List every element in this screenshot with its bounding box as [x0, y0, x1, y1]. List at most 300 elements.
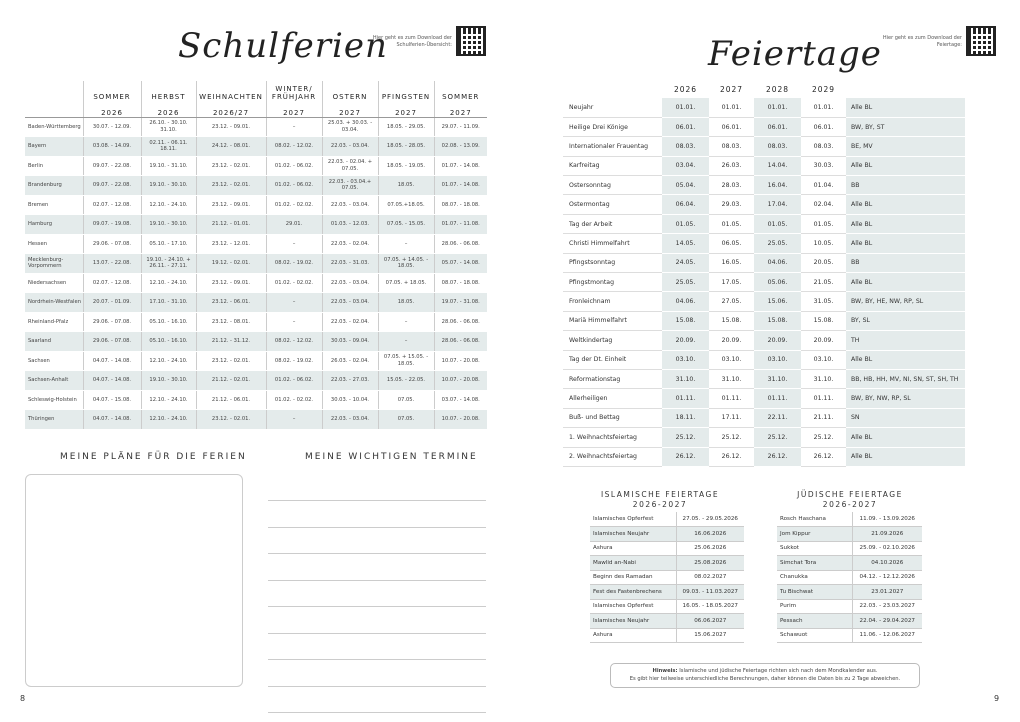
feiertage-qr-code-icon[interactable]	[966, 26, 996, 56]
jewish-holiday-date: 04.10.2026	[852, 556, 922, 571]
page-number-left: 8	[20, 694, 26, 703]
holiday-dates: 07.05. + 15.05. - 18.05.	[378, 351, 434, 371]
termine-line[interactable]	[268, 606, 486, 607]
holiday-date: 31.05.	[801, 292, 846, 311]
holiday-dates: 21.12. - 06.01.	[196, 390, 266, 410]
holiday-dates: 03.07. - 14.08.	[434, 390, 487, 410]
holiday-date: 26.12.	[662, 447, 709, 466]
holiday-dates: 12.10. - 24.10.	[141, 390, 196, 410]
season-header: WINTER/ FRÜHJAHR	[266, 81, 322, 101]
season-header: HERBST	[141, 81, 196, 101]
page-number-right: 9	[994, 694, 1000, 703]
holiday-date: 26.03.	[709, 156, 754, 175]
jewish-holiday-date: 22.03. - 23.03.2027	[852, 599, 922, 614]
table-row	[25, 410, 487, 430]
holiday-dates: 19.10. - 30.10.	[141, 215, 196, 235]
hint-label: Hinweis:	[652, 668, 678, 674]
holiday-dates: 19.07. - 31.08.	[434, 293, 487, 313]
termine-line[interactable]	[268, 580, 486, 581]
holiday-dates: 08.02. - 12.02.	[266, 332, 322, 352]
termine-line[interactable]	[268, 553, 486, 554]
holiday-date: 20.05.	[801, 253, 846, 272]
table-row	[25, 137, 487, 157]
islamic-holiday-name: Ashura	[593, 632, 613, 639]
holiday-name: Ostermontag	[563, 195, 662, 214]
holiday-dates: 15.05. - 22.05.	[378, 371, 434, 391]
plans-notes-box[interactable]	[25, 474, 243, 687]
state-name: Rheinland-Pfalz	[25, 312, 83, 332]
holiday-dates: 02.07. - 12.08.	[83, 273, 141, 293]
holiday-date: 01.11.	[801, 389, 846, 408]
holiday-dates: 22.03. - 03.04.	[322, 195, 378, 215]
holiday-dates: 23.12. - 02.01.	[196, 410, 266, 430]
holiday-dates: 18.05.	[378, 176, 434, 196]
table-row	[25, 332, 487, 352]
holiday-date: 17.11.	[709, 408, 754, 427]
holiday-dates: 03.08. - 14.09.	[83, 137, 141, 157]
holiday-states: BB, HB, HH, MV, NI, SN, ST, SH, TH	[846, 369, 965, 388]
table-row	[563, 176, 965, 195]
year-header: 2028	[765, 85, 790, 94]
state-name: Hessen	[25, 234, 83, 254]
list-item	[590, 570, 744, 585]
holiday-states: Alle BL	[846, 273, 965, 292]
termine-line[interactable]	[268, 659, 486, 660]
holiday-date: 01.01.	[662, 98, 709, 117]
islamic-holidays-table	[590, 512, 744, 643]
holiday-dates: 09.07. - 22.08.	[83, 176, 141, 196]
holiday-date: 20.09.	[754, 331, 801, 350]
feiertag-name-header	[563, 81, 662, 98]
holiday-dates: 01.03. - 12.03.	[322, 215, 378, 235]
holiday-dates: 21.12. - 02.01.	[196, 371, 266, 391]
holiday-dates: 02.08. - 13.09.	[434, 137, 487, 157]
holiday-dates: 30.03. - 09.04.	[322, 332, 378, 352]
table-row	[25, 176, 487, 196]
table-row	[25, 371, 487, 391]
holiday-states: BW, BY, ST	[846, 117, 965, 136]
list-item	[777, 614, 922, 629]
holiday-dates: 22.03. - 03.04.	[322, 273, 378, 293]
season-year-header: 2026	[83, 101, 141, 117]
table-row	[563, 447, 965, 466]
holiday-name: Fronleichnam	[563, 292, 662, 311]
state-name: Hamburg	[25, 215, 83, 235]
islamic-holiday-date: 09.03. - 11.03.2027	[676, 585, 744, 600]
list-item	[590, 556, 744, 571]
holiday-name: Buß- und Bettag	[563, 408, 662, 427]
holiday-dates: 04.07. - 15.08.	[83, 390, 141, 410]
holiday-dates: 01.02. - 06.02.	[266, 371, 322, 391]
islamic-holiday-date: 25.08.2026	[676, 556, 744, 571]
holiday-dates: 10.07. - 20.08.	[434, 351, 487, 371]
list-item	[777, 570, 922, 585]
table-row	[563, 273, 965, 292]
jewish-holidays-years: 2026-2027	[822, 500, 878, 509]
holiday-dates: –	[266, 410, 322, 430]
holiday-date: 14.04.	[754, 156, 801, 175]
holiday-date: 29.03.	[709, 195, 754, 214]
table-row	[25, 195, 487, 215]
table-row	[563, 234, 965, 253]
holiday-dates: 01.07. - 14.08.	[434, 156, 487, 176]
islamic-holiday-date: 15.06.2027	[676, 628, 744, 643]
holiday-dates: 12.10. - 24.10.	[141, 410, 196, 430]
holiday-date: 04.06.	[754, 253, 801, 272]
holiday-states: Alle BL	[846, 447, 965, 466]
table-row	[563, 369, 965, 388]
table-row	[25, 234, 487, 254]
holiday-dates: 23.12. - 06.01.	[196, 293, 266, 313]
state-name: Niedersachsen	[25, 273, 83, 293]
moon-calendar-hint	[610, 663, 920, 688]
islamic-holiday-name: Islamisches Opferfest	[593, 516, 654, 522]
holiday-dates: 01.02. - 06.02.	[266, 156, 322, 176]
holiday-date: 01.01.	[754, 98, 801, 117]
islamic-holiday-name: Islamisches Neujahr	[590, 527, 676, 542]
holiday-date: 17.04.	[754, 195, 801, 214]
holiday-dates: 13.07. - 22.08.	[83, 254, 141, 274]
holiday-name: Karfreitag	[563, 156, 662, 175]
holiday-dates: 25.03. + 30.03. - 03.04.	[322, 117, 378, 137]
holiday-date: 03.10.	[709, 350, 754, 369]
islamic-holiday-date: 25.06.2026	[676, 541, 744, 556]
year-header: 2029	[811, 85, 836, 94]
holiday-date: 06.01.	[709, 117, 754, 136]
holiday-dates: 29.06. - 07.08.	[83, 234, 141, 254]
holiday-dates: 22.03. - 02.04.	[322, 312, 378, 332]
state-name: Sachsen-Anhalt	[25, 371, 83, 391]
islamic-holiday-date: 16.06.2026	[676, 527, 744, 542]
table-row	[563, 428, 965, 447]
holiday-date: 17.05.	[709, 273, 754, 292]
holiday-dates: 18.05. - 29.05.	[378, 117, 434, 137]
jewish-holiday-name: Tu Bischwat	[777, 585, 852, 600]
holiday-date: 31.10.	[801, 369, 846, 388]
holiday-dates: 23.12. - 02.01.	[196, 176, 266, 196]
holiday-dates: 19.10. - 30.10.	[141, 176, 196, 196]
holiday-date: 03.04.	[662, 156, 709, 175]
holiday-date: 26.12.	[709, 447, 754, 466]
holiday-date: 15.08.	[662, 311, 709, 330]
termine-line[interactable]	[268, 712, 486, 713]
holiday-date: 15.08.	[754, 311, 801, 330]
holiday-name: Tag der Arbeit	[563, 214, 662, 233]
list-item	[777, 527, 922, 542]
state-name: Sachsen	[25, 351, 83, 371]
jewish-holiday-name: Jom Kippur	[777, 527, 852, 542]
season-header: SOMMER	[83, 81, 141, 101]
holiday-name: Internationaler Frauentag	[563, 137, 662, 156]
holiday-dates: 04.07. - 14.08.	[83, 371, 141, 391]
holiday-date: 20.09.	[801, 331, 846, 350]
islamic-holidays-years: 2026-2027	[632, 500, 688, 509]
holiday-name: Christi Himmelfahrt	[563, 234, 662, 253]
holiday-dates: 18.05. - 28.05.	[378, 137, 434, 157]
holiday-dates: –	[266, 312, 322, 332]
list-item	[777, 541, 922, 556]
holiday-dates: 07.05. + 14.05. - 18.05.	[378, 254, 434, 274]
table-row	[563, 156, 965, 175]
state-name: Saarland	[25, 332, 83, 352]
table-row	[25, 351, 487, 371]
jewish-holiday-name: Chanukka	[780, 574, 808, 581]
season-header: SOMMER	[434, 81, 487, 101]
holiday-dates: 21.12. - 01.01.	[196, 215, 266, 235]
table-row	[563, 408, 965, 427]
holiday-dates: 05.10. - 17.10.	[141, 234, 196, 254]
table-row	[563, 98, 965, 117]
land-year-header	[25, 101, 83, 117]
holiday-date: 03.10.	[662, 350, 709, 369]
islamic-holiday-name: Mawlid an-Nabi	[590, 556, 676, 571]
holiday-name: 2. Weihnachtsfeiertag	[563, 447, 662, 466]
islamic-holiday-name: Islamisches Neujahr	[590, 614, 676, 629]
holiday-dates: 08.02. - 19.02.	[266, 254, 322, 274]
holiday-name: Neujahr	[563, 98, 662, 117]
termine-line[interactable]	[268, 500, 486, 501]
list-item	[590, 585, 744, 600]
holiday-date: 05.04.	[662, 176, 709, 195]
holiday-dates: –	[378, 332, 434, 352]
table-row	[25, 215, 487, 235]
holiday-dates: 23.12. - 08.01.	[196, 312, 266, 332]
jewish-holiday-name: Pessach	[777, 614, 852, 629]
list-item	[590, 541, 744, 556]
holiday-dates: –	[266, 293, 322, 313]
feiertage-qr-note: Hier geht es zum Download der Feiertage:	[882, 35, 962, 48]
holiday-date: 01.04.	[801, 176, 846, 195]
table-row	[25, 117, 487, 137]
holiday-states: Alle BL	[846, 214, 965, 233]
holiday-dates: 12.10. - 24.10.	[141, 351, 196, 371]
jewish-holidays-title: JÜDISCHE FEIERTAGE	[797, 490, 903, 499]
jewish-holiday-date: 25.09. - 02.10.2026	[852, 541, 922, 556]
holiday-dates: 07.05.	[378, 410, 434, 430]
holiday-date: 08.03.	[801, 137, 846, 156]
holiday-dates: 01.02. - 02.02.	[266, 195, 322, 215]
holiday-dates: 24.12. - 08.01.	[196, 137, 266, 157]
holiday-date: 14.05.	[662, 234, 709, 253]
holiday-dates: 22.03. - 03.04.	[322, 293, 378, 313]
jewish-holiday-date: 23.01.2027	[852, 585, 922, 600]
jewish-holidays-table	[777, 512, 922, 643]
islamic-holiday-name: Fest des Fastenbrechens	[590, 585, 676, 600]
jewish-holiday-date: 11.06. - 12.06.2027	[852, 628, 922, 643]
holiday-date: 31.10.	[662, 369, 709, 388]
holiday-date: 01.01.	[801, 98, 846, 117]
holiday-date: 02.04.	[801, 195, 846, 214]
holiday-name: Weltkindertag	[563, 331, 662, 350]
termine-line[interactable]	[268, 686, 486, 687]
list-item	[590, 628, 744, 643]
holiday-dates: 29.06. - 07.08.	[83, 332, 141, 352]
holiday-date: 06.01.	[801, 117, 846, 136]
holiday-date: 25.05.	[754, 234, 801, 253]
holiday-dates: 26.10. - 30.10. 31.10.	[141, 117, 196, 137]
holiday-date: 26.12.	[801, 447, 846, 466]
holiday-states: Alle BL	[846, 350, 965, 369]
holiday-dates: 28.06. - 06.08.	[434, 332, 487, 352]
holiday-states: Alle BL	[846, 428, 965, 447]
holiday-date: 20.09.	[662, 331, 709, 350]
holiday-name: Ostersonntag	[563, 176, 662, 195]
holiday-dates: 01.02. - 02.02.	[266, 273, 322, 293]
holiday-date: 05.06.	[754, 273, 801, 292]
list-item	[777, 512, 922, 527]
list-item	[777, 556, 922, 571]
table-row	[25, 273, 487, 293]
jewish-holiday-date: 11.09. - 13.09.2026	[852, 512, 922, 527]
schulferien-qr-note: Hier geht es zum Download der Schulferien-Übersicht:	[372, 35, 452, 48]
holiday-date: 01.11.	[754, 389, 801, 408]
state-name: Brandenburg	[25, 176, 83, 196]
islamic-holiday-date: 16.05. - 18.05.2027	[676, 599, 744, 614]
termine-line[interactable]	[268, 527, 486, 528]
jewish-holiday-name: Sukkot	[780, 545, 799, 552]
schulferien-qr-code-icon[interactable]	[456, 26, 486, 56]
holiday-date: 25.12.	[801, 428, 846, 447]
holiday-date: 22.11.	[754, 408, 801, 427]
holiday-date: 15.08.	[801, 311, 846, 330]
holiday-date: 06.01.	[662, 117, 709, 136]
holiday-dates: 22.03. - 02.04.	[322, 234, 378, 254]
holiday-dates: 07.05. + 18.05.	[378, 273, 434, 293]
table-row	[563, 253, 965, 272]
season-header: WEIHNACHTEN	[196, 81, 266, 101]
holiday-date: 21.05.	[801, 273, 846, 292]
termine-line[interactable]	[268, 633, 486, 634]
holiday-dates: 05.10. - 16.10.	[141, 332, 196, 352]
holiday-date: 06.05.	[709, 234, 754, 253]
holiday-dates: 01.07. - 11.08.	[434, 215, 487, 235]
table-row	[563, 350, 965, 369]
holiday-dates: 29.07. - 11.09.	[434, 117, 487, 137]
holiday-dates: 01.07. - 14.08.	[434, 176, 487, 196]
holiday-dates: 30.03. - 10.04.	[322, 390, 378, 410]
holiday-date: 15.08.	[709, 311, 754, 330]
islamic-holiday-date: 08.02.2027	[676, 570, 744, 585]
holiday-date: 31.10.	[754, 369, 801, 388]
state-name: Baden-Württemberg	[25, 117, 83, 137]
holiday-dates: 22.03. - 03.04.+ 07.05.	[322, 176, 378, 196]
schulferien-table	[25, 81, 487, 430]
holiday-states: Alle BL	[846, 98, 965, 117]
state-name: Mecklenburg-Vorpommern	[25, 254, 83, 274]
holiday-dates: 17.10. - 31.10.	[141, 293, 196, 313]
jewish-holiday-name: Simchat Tora	[777, 556, 852, 571]
schulferien-title: Schulferien	[178, 26, 388, 66]
table-row	[563, 292, 965, 311]
holiday-dates: 18.05. - 19.05.	[378, 156, 434, 176]
holiday-date: 01.05.	[662, 214, 709, 233]
holiday-date: 25.12.	[662, 428, 709, 447]
table-row	[563, 137, 965, 156]
holiday-dates: 07.05. - 15.05.	[378, 215, 434, 235]
holiday-date: 01.05.	[754, 214, 801, 233]
holiday-date: 28.03.	[709, 176, 754, 195]
season-year-header: 2026/27	[196, 101, 266, 117]
table-row	[25, 254, 487, 274]
list-item	[777, 599, 922, 614]
holiday-dates: 12.10. - 24.10.	[141, 273, 196, 293]
holiday-date: 01.11.	[662, 389, 709, 408]
holiday-date: 08.03.	[754, 137, 801, 156]
holiday-date: 27.05.	[709, 292, 754, 311]
season-year-header: 2027	[266, 101, 322, 117]
holiday-date: 10.05.	[801, 234, 846, 253]
holiday-date: 16.04.	[754, 176, 801, 195]
holiday-name: Allerheiligen	[563, 389, 662, 408]
holiday-states: BB	[846, 176, 965, 195]
islamic-holidays-heading	[590, 490, 730, 510]
holiday-date: 06.04.	[662, 195, 709, 214]
holiday-dates: 09.07. - 19.08.	[83, 215, 141, 235]
holiday-dates: –	[266, 117, 322, 137]
holiday-dates: 29.06. - 07.08.	[83, 312, 141, 332]
jewish-holiday-name: Purim	[780, 603, 797, 610]
holiday-date: 31.10.	[709, 369, 754, 388]
holiday-date: 16.05.	[709, 253, 754, 272]
islamic-holidays-title: ISLAMISCHE FEIERTAGE	[600, 490, 720, 499]
holiday-dates: 02.11. - 06.11. 18.11.	[141, 137, 196, 157]
holiday-states: Alle BL	[846, 156, 965, 175]
table-row	[25, 156, 487, 176]
holiday-dates: 04.07. - 14.08.	[83, 351, 141, 371]
holiday-dates: 10.07. - 20.08.	[434, 410, 487, 430]
holiday-states: BW, BY, NW, RP, SL	[846, 389, 965, 408]
holiday-dates: 12.10. - 24.10.	[141, 195, 196, 215]
list-item	[590, 512, 744, 527]
holiday-dates: –	[266, 234, 322, 254]
holiday-dates: 22.03. - 02.04. + 07.05.	[322, 156, 378, 176]
holiday-dates: 05.10. - 16.10.	[141, 312, 196, 332]
table-row	[563, 331, 965, 350]
jewish-holiday-date: 04.12. - 12.12.2026	[852, 570, 922, 585]
holiday-date: 24.05.	[662, 253, 709, 272]
holiday-date: 03.10.	[801, 350, 846, 369]
holiday-dates: 10.07. - 20.08.	[434, 371, 487, 391]
holiday-dates: 28.06. - 06.08.	[434, 234, 487, 254]
feiertage-title: Feiertage	[708, 34, 882, 74]
holiday-dates: 22.03. - 31.03.	[322, 254, 378, 274]
hint-line-1: Islamische und jüdische Feiertage richten sich nach dem Mondkalender aus.	[677, 668, 878, 674]
holiday-dates: 19.10. - 24.10. + 26.11. - 27.11.	[141, 254, 196, 274]
holiday-states: BW, BY, HE, NW, RP, SL	[846, 292, 965, 311]
jewish-holidays-heading	[780, 490, 920, 510]
holiday-date: 03.10.	[754, 350, 801, 369]
holiday-date: 25.05.	[662, 273, 709, 292]
table-row	[563, 195, 965, 214]
holiday-dates: 23.12. - 09.01.	[196, 195, 266, 215]
holiday-dates: 08.07. - 18.08.	[434, 273, 487, 293]
holiday-dates: 01.02. - 02.02.	[266, 390, 322, 410]
holiday-dates: 23.12. - 09.01.	[196, 273, 266, 293]
holiday-date: 01.05.	[709, 214, 754, 233]
holiday-dates: 23.12. - 12.01.	[196, 234, 266, 254]
holiday-dates: 19.10. - 31.10.	[141, 156, 196, 176]
holiday-dates: 26.03. - 02.04.	[322, 351, 378, 371]
holiday-name: Reformationstag	[563, 369, 662, 388]
holiday-date: 08.03.	[662, 137, 709, 156]
holiday-dates: 23.12. - 09.01.	[196, 117, 266, 137]
holiday-date: 25.12.	[709, 428, 754, 447]
holiday-dates: 19.12. - 02.01.	[196, 254, 266, 274]
holiday-date: 01.05.	[801, 214, 846, 233]
jewish-holiday-date: 22.04. - 29.04.2027	[852, 614, 922, 629]
islamic-holiday-date: 06.06.2027	[676, 614, 744, 629]
holiday-name: Pfingstmontag	[563, 273, 662, 292]
